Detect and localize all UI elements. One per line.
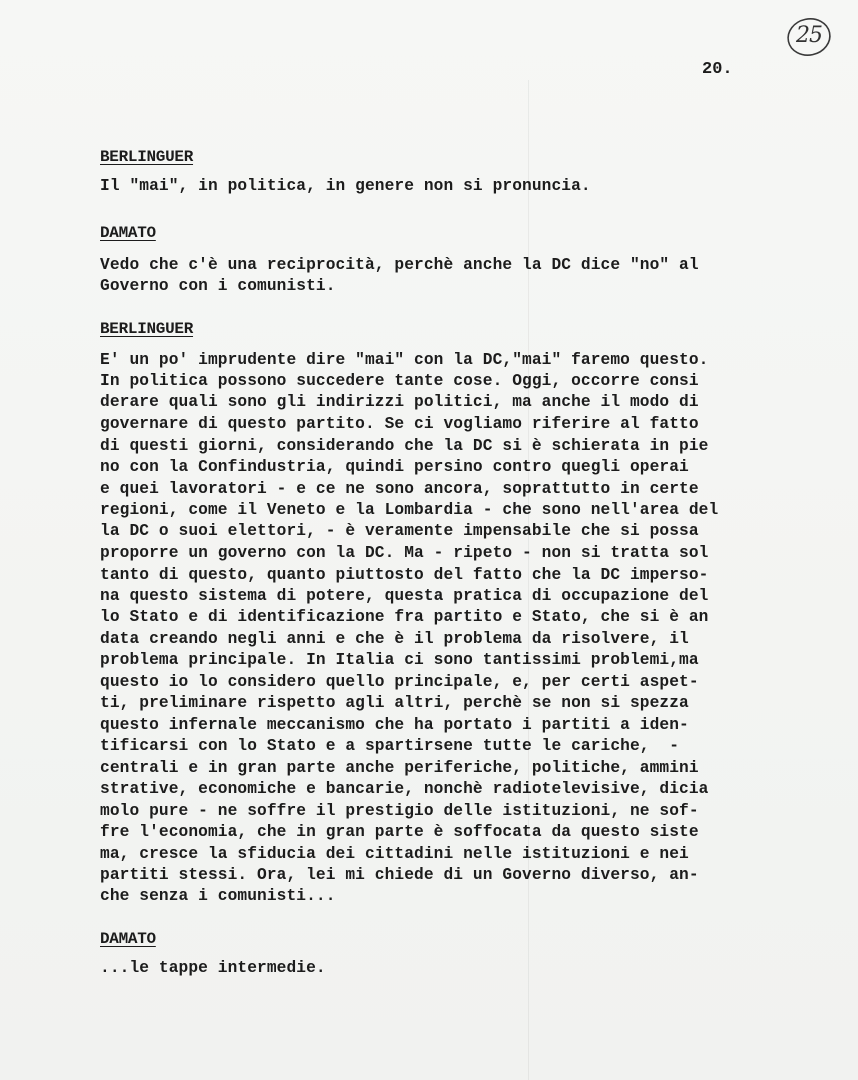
- dialogue-line: partiti stessi. Ora, lei mi chiede di un Governo diverso, an-: [100, 866, 699, 884]
- dialogue-line: di questi giorni, considerando che la DC si è schierata in pie: [100, 437, 709, 455]
- dialogue-line: Governo con i comunisti.: [100, 277, 336, 295]
- dialogue-line: tanto di questo, quanto piuttosto del fatto che la DC imperso-: [100, 566, 709, 584]
- dialogue-line: molo pure - ne soffre il prestigio delle istituzioni, ne sof-: [100, 802, 699, 820]
- dialogue-line: la DC o suoi elettori, - è veramente impensabile che si possa: [100, 522, 699, 540]
- dialogue-line: questo infernale meccanismo che ha portato i partiti a iden-: [100, 716, 689, 734]
- page-stamp: [784, 14, 834, 60]
- dialogue-line: In politica possono succedere tante cose. Oggi, occorre consi: [100, 372, 699, 390]
- dialogue-line: tificarsi con lo Stato e a spartirsene tutte le cariche, -: [100, 737, 680, 755]
- dialogue-line: derare quali sono gli indirizzi politici, ma anche il modo di: [100, 393, 699, 411]
- dialogue-line: e quei lavoratori - e ce ne sono ancora, soprattutto in certe: [100, 480, 699, 498]
- dialogue-line: regioni, come il Veneto e la Lombardia - che sono nell'area del: [100, 501, 719, 519]
- dialogue-line: questo io lo considero quello principale, e, per certi aspet-: [100, 673, 699, 691]
- dialogue-line: centrali e in gran parte anche periferiche, politiche, ammini: [100, 759, 699, 777]
- speaker-name: DAMATO: [100, 224, 156, 242]
- dialogue-line: ma, cresce la sfiducia dei cittadini nelle istituzioni e nei: [100, 845, 689, 863]
- dialogue-line: no con la Confindustria, quindi persino contro quegli operai: [100, 458, 689, 476]
- dialogue-line: Il "mai", in politica, in genere non si pronuncia.: [100, 177, 591, 195]
- stamp-number: 25: [796, 23, 822, 48]
- dialogue-line: strative, economiche e bancarie, nonchè radiotelevisive, dicia: [100, 780, 709, 798]
- speaker-name: DAMATO: [100, 930, 156, 948]
- dialogue-line: proporre un governo con la DC. Ma - ripeto - non si tratta sol: [100, 544, 709, 562]
- dialogue-line: problema principale. In Italia ci sono tantissimi problemi,ma: [100, 651, 699, 669]
- dialogue-line: fre l'economia, che in gran parte è soffocata da questo siste: [100, 823, 699, 841]
- speaker-name: BERLINGUER: [100, 148, 194, 166]
- speaker-name: BERLINGUER: [100, 320, 194, 338]
- dialogue-line: lo Stato e di identificazione fra partito e Stato, che si è an: [100, 608, 709, 626]
- dialogue-line: na questo sistema di potere, questa pratica di occupazione del: [100, 587, 709, 605]
- page-number: 20.: [702, 60, 733, 79]
- dialogue-line: E' un po' imprudente dire "mai" con la DC,"mai" faremo questo.: [100, 351, 709, 369]
- dialogue-line: ti, preliminare rispetto agli altri, perchè se non si spezza: [100, 694, 689, 712]
- dialogue-line: data creando negli anni e che è il problema da risolvere, il: [100, 630, 689, 648]
- dialogue-line: Vedo che c'è una reciprocità, perchè anche la DC dice "no" al: [100, 256, 699, 274]
- dialogue-line: che senza i comunisti...: [100, 887, 336, 905]
- dialogue-line: ...le tappe intermedie.: [100, 959, 326, 977]
- dialogue-line: governare di questo partito. Se ci vogliamo riferire al fatto: [100, 415, 699, 433]
